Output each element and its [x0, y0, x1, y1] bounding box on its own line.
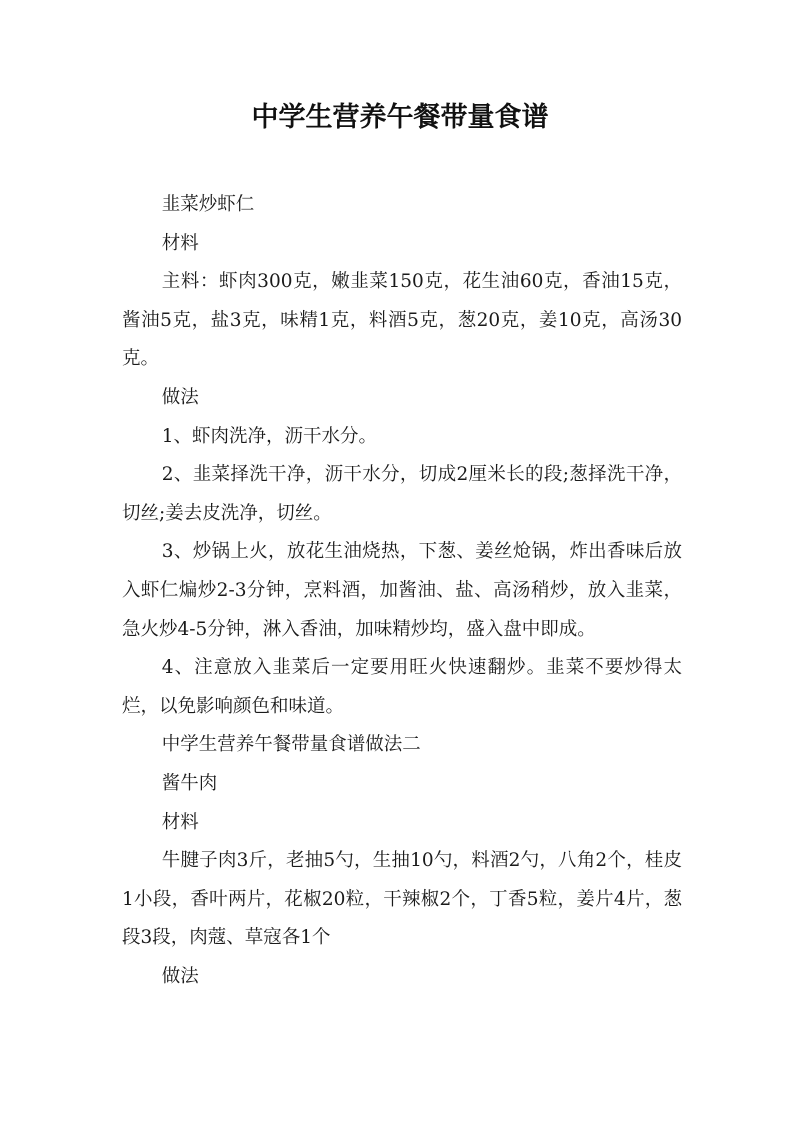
method-step-4: 4、注意放入韭菜后一定要用旺火快速翻炒。韭菜不要炒得太烂，以免影响颜色和味道。: [122, 657, 682, 717]
section-heading-ingredients: 材料: [161, 232, 199, 254]
dish-name-beef: 酱牛肉: [161, 772, 218, 794]
page-title: 中学生营养午餐带量食谱: [251, 102, 549, 133]
dish-name-shrimp: 韭菜炒虾仁: [161, 194, 255, 215]
section-heading-method-2: 做法: [161, 965, 199, 987]
section-heading-method: 做法: [161, 386, 199, 408]
method-step-2: 2、韭菜择洗干净，沥干水分，切成2厘米长的段;葱择洗干净，切丝;姜去皮洗净，切丝。: [122, 464, 682, 524]
document-body: [122, 186, 682, 996]
method-step-3: 3、炒锅上火，放花生油烧热，下葱、姜丝炝锅，炸出香味后放入虾仁煸炒2-3分钟，烹料酒，加酱油、盐、高汤稍炒，放入韭菜，急火炒4-5分钟，淋入香油，加味精炒均，盛入盘中即成。: [122, 541, 682, 640]
ingredients-paragraph-2: 牛腱子肉3斤，老抽5勺，生抽10勺，料酒2勺，八角2个，桂皮1小段，香叶两片，花椒20粒，干辣椒2个，丁香5粒，姜片4片，葱段3段，肉蔻、草寇各1个: [122, 850, 682, 949]
ingredients-paragraph: 主料：虾肉300克，嫩韭菜150克，花生油60克，香油15克，酱油5克，盐3克，味精1克，料酒5克，葱20克，姜10克，高汤30克。: [122, 271, 682, 370]
section-heading-ingredients-2: 材料: [161, 811, 199, 833]
method-step-1: 1、虾肉洗净，沥干水分。: [161, 425, 378, 447]
recipe-two-heading: 中学生营养午餐带量食谱做法二: [161, 734, 421, 756]
